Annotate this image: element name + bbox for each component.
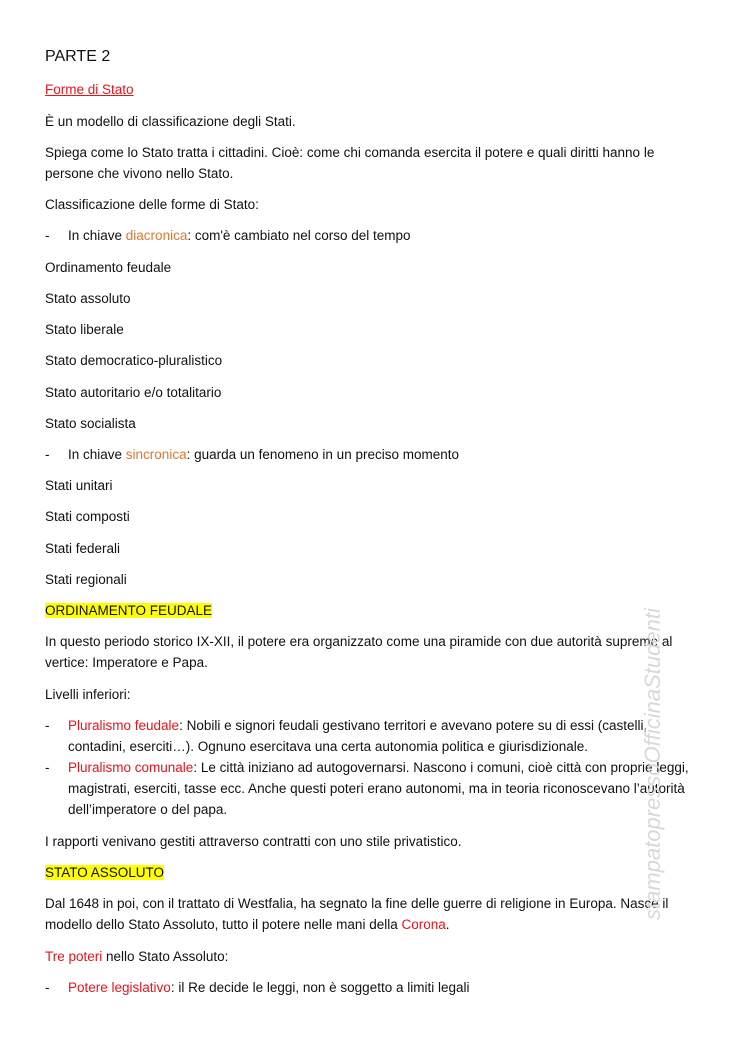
text: : il Re decide le leggi, non è soggetto a limiti legali <box>170 980 470 995</box>
text: : com'è cambiato nel corso del tempo <box>187 228 411 243</box>
paragraph: Spiega come lo Stato tratta i cittadini. Cioè: come chi comanda esercita il potere e quali diritti hanno le persone che vivono nello Stato. <box>45 145 655 181</box>
section-heading: STATO ASSOLUTO <box>45 865 165 880</box>
highlight-term: diacronica <box>125 228 188 243</box>
paragraph <box>45 893 705 935</box>
text: In chiave <box>68 447 126 462</box>
highlight-term: Pluralismo feudale <box>68 718 180 733</box>
list-item: Ordinamento feudale <box>45 260 172 275</box>
paragraph: Classificazione delle forme di Stato: <box>45 197 259 212</box>
paragraph: È un modello di classificazione degli Stati. <box>45 114 296 129</box>
text: . <box>445 917 450 932</box>
list-item: Stato liberale <box>45 322 124 337</box>
bullet-item <box>45 757 705 820</box>
highlight-term: Corona <box>401 917 446 932</box>
list-item: Stato autoritario e/o totalitario <box>45 385 222 400</box>
paragraph: Livelli inferiori: <box>45 687 131 702</box>
bullet-item <box>45 444 705 465</box>
dash: - <box>45 447 50 462</box>
paragraph: I rapporti venivano gestiti attraverso contratti con uno stile privatistico. <box>45 834 462 849</box>
highlight-term: Potere legislativo <box>68 980 171 995</box>
dash: - <box>45 980 50 995</box>
text: Dal 1648 in poi, con il trattato di Westfalia, ha segnato la fine delle guerre di religione in Europa. Nasce il modello dello Stato Assoluto, tutto il potere nelle mani della <box>45 896 669 932</box>
dash: - <box>45 718 50 733</box>
text: : guarda un fenomeno in un preciso momento <box>186 447 459 462</box>
list-item: Stato assoluto <box>45 291 131 306</box>
text: : Nobili e signori feudali gestivano territori e avevano potere su di essi (castelli, contadini, eserciti…). Ognuno esercitava una certa autonomia politica e giurisdizionale. <box>68 718 648 754</box>
text: nello Stato Assoluto: <box>102 949 229 964</box>
list-item: Stati federali <box>45 541 121 556</box>
section-heading: ORDINAMENTO FEUDALE <box>45 603 213 618</box>
list-item: Stati composti <box>45 509 130 524</box>
list-item: Stato democratico-pluralistico <box>45 353 223 368</box>
list-item: Stato socialista <box>45 416 136 431</box>
watermark: stampatopressoOfficinaStudenti <box>640 608 665 920</box>
dash: - <box>45 228 50 243</box>
paragraph <box>45 946 705 967</box>
bullet-item <box>45 715 705 757</box>
highlight-term: sincronica <box>125 447 187 462</box>
text: In chiave <box>68 228 126 243</box>
bullet-item <box>45 225 705 246</box>
list-item: Stati unitari <box>45 478 113 493</box>
paragraph: In questo periodo storico IX-XII, il potere era organizzato come una piramide con due autorità supreme al vertice: Imperatore e Papa. <box>45 634 673 670</box>
highlight-term: Tre poteri <box>45 949 103 964</box>
page-title: PARTE 2 <box>45 48 111 65</box>
dash: - <box>45 760 50 775</box>
forme-di-stato-link[interactable]: Forme di Stato <box>45 82 134 97</box>
highlight-term: Pluralismo comunale <box>68 760 194 775</box>
text: : Le città iniziano ad autogovernarsi. Nascono i comuni, cioè città con proprie leggi, magistrati, eserciti, tasse ecc. Anche questi poteri erano autonomi, ma in teoria riconoscevano l’autorità dell’imperatore o del papa. <box>68 760 689 817</box>
bullet-item <box>45 977 705 998</box>
list-item: Stati regionali <box>45 572 127 587</box>
